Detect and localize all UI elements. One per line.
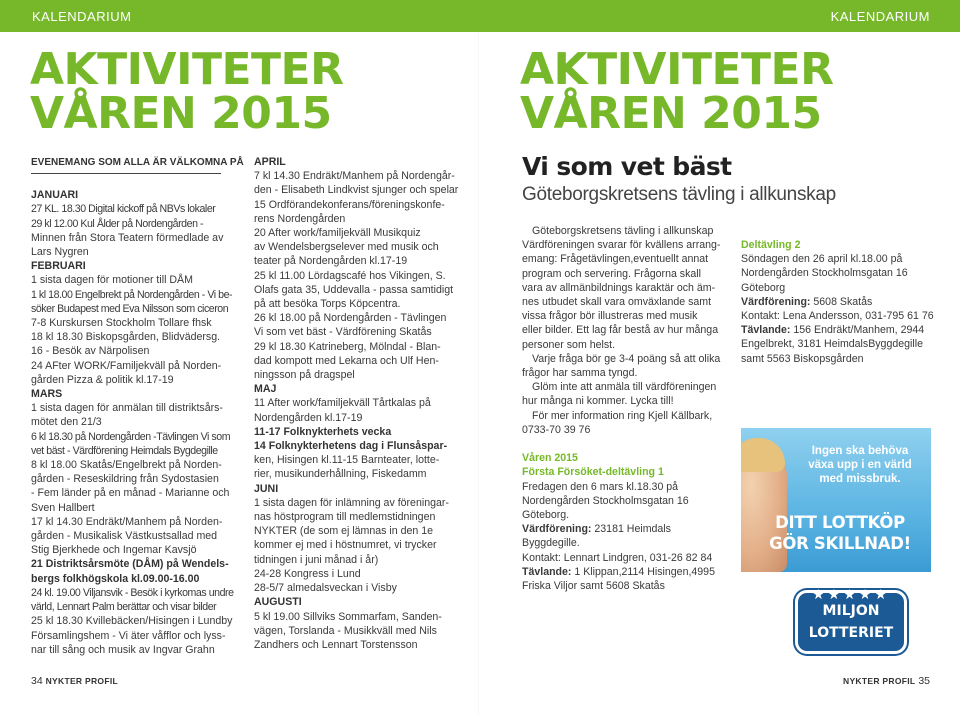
page-gutter — [478, 32, 479, 715]
text-line: 17 kl 14.30 Endräkt/Manhem på Norden- — [31, 515, 223, 528]
text-line: 15 Ordförandekonferans/föreningskonfe- — [254, 198, 445, 211]
text-line: Varje fråga bör ge 3-4 poäng så att olika — [532, 352, 721, 365]
month-heading: JANUARI — [31, 189, 79, 202]
page-number: 34 — [31, 675, 43, 687]
text-line: tidningen i juni månad i år) — [254, 553, 379, 566]
logo-line-2: LOTTERIET — [808, 625, 894, 641]
text-line: dad kompott med Lekarna och Ulf Hen- — [254, 354, 439, 367]
text-line: 25 kl 18.30 Kvillebäcken/Hisingen i Lundby — [31, 615, 233, 628]
text-line: För mer information ring Kjell Källbark, — [532, 409, 713, 422]
text-line: vet bäst - Värdförening Heimdals Bygdegille — [31, 444, 218, 457]
text-line: Engelbrekt, 3181 HeimdalsByggdegille — [741, 338, 923, 351]
text-line: rier, musikunderhållning, Fiskedamm — [254, 468, 427, 481]
text-line: 29 kl 12.00 Kul Ålder på Nordengården - — [31, 217, 204, 230]
text-line: 8 kl 18.00 Skatås/Engelbrekt på Norden- — [31, 459, 222, 472]
month-heading: MARS — [31, 388, 63, 401]
text-line: Nordengården Stockholmsgatan 16 — [522, 494, 689, 507]
text-line: emang: Frågetävlingen,eventuellt annat — [522, 253, 709, 266]
text-line: 28-5/7 almedalsveckan i Visby — [254, 582, 397, 595]
text-line: - Fem länder på en månad - Marianne och — [31, 487, 230, 500]
text-line: vissa frågor bör illustreras med musik — [522, 310, 698, 323]
text-line: samt 5563 Biskopsgården — [741, 352, 864, 365]
advert-headline — [751, 512, 929, 554]
star-dots-icon: ★★★★★ — [812, 587, 890, 603]
text-line: 25 kl 11.00 Lördagscafé hos Vikingen, S. — [254, 269, 446, 282]
footer-left — [31, 675, 118, 687]
text-line: bergs folkhögskola kl.09.00-16.00 — [31, 572, 200, 585]
text-line: 1 sista dagen för motioner till DÅM — [31, 274, 193, 287]
month-heading: FEBRUARI — [31, 260, 86, 273]
text-line: rens Nordengården — [254, 212, 346, 225]
section-label-right: KALENDARIUM — [830, 9, 930, 24]
text-line: 27 KL. 18.30 Digital kickoff på NBVs lokaler — [31, 203, 216, 216]
text-line — [522, 437, 722, 451]
text-line: Kontakt: Lennart Lindgren, 031-26 82 84 — [522, 551, 713, 564]
text-line: 18 kl 18.30 Biskopsgården, Blidvädersg. — [31, 331, 221, 344]
text-line: Friska Viljor samt 5608 Skatås — [522, 580, 665, 593]
text-line: 21 Distriktsårsmöte (DÅM) på Wendels- — [31, 558, 229, 571]
text-line: 24 kl. 19.00 Viljansvik - Besök i kyrkomas undre — [31, 586, 234, 599]
text-line: nas höstprogram till medlemstidningen — [254, 511, 436, 524]
text-line — [741, 295, 941, 309]
text-line: 6 kl 18.30 på Nordengården -Tävlingen Vi som — [31, 430, 231, 443]
text-line: 1 sista dagen för inlämning av föreningar- — [254, 496, 449, 509]
text-line: Glöm inte att anmäla till värdföreningen — [532, 381, 717, 394]
text-line: Göteborg — [741, 281, 786, 294]
text-line: program och servering. Frågorna skall — [522, 267, 701, 280]
title-line-2: VÅREN 2015 — [520, 88, 822, 139]
page-title-right — [520, 44, 834, 139]
field-value: 5608 Skatås — [810, 295, 873, 308]
text-line: Stig Bjerkhede och Ingemar Kavsjö — [31, 544, 197, 557]
lotto-advert — [741, 428, 931, 572]
text-line: vägen, Torslanda - Musikkväll med Nils — [254, 624, 437, 637]
field-label: Tävlande: — [741, 324, 791, 337]
text-line: gården - Musikalisk Västkustsallad med — [31, 530, 218, 543]
text-line: Göteborgskretsens tävling i allkunskap — [532, 225, 714, 237]
text-line: 20 After work/familjekväll Musikquiz — [254, 227, 421, 240]
text-line — [741, 323, 941, 337]
miljonlotteriet-logo — [795, 587, 907, 654]
text-line — [522, 565, 722, 579]
top-bar — [0, 0, 960, 32]
text-line: 1 kl 18.00 Engelbrekt på Nordengården - Vi be- — [31, 288, 233, 301]
advert-headline-line: DITT LOTTKÖP — [775, 513, 905, 532]
text-line: Vi som vet bäst - Värdförening Skatås — [254, 326, 432, 339]
text-line: Söndagen den 26 april kl.18.00 på — [741, 253, 903, 266]
text-line: Första Försöket-deltävling 1 — [522, 466, 664, 479]
advert-slogan — [795, 444, 925, 486]
text-line: 24-28 Kongress i Lund — [254, 567, 361, 580]
title-line-1: AKTIVITETER — [520, 44, 834, 95]
month-heading: AUGUSTI — [254, 596, 302, 609]
text-line: NYKTER (de som ej lämnas in den 1e — [254, 525, 433, 538]
quiz-heading: Vi som vet bäst — [522, 152, 732, 181]
text-line: teater på Nordengården kl.17-19 — [254, 255, 408, 268]
text-line: 1 sista dagen för anmälan till distriktsårs- — [31, 402, 223, 415]
text-line: gården Pizza & politik kl.17-19 — [31, 373, 174, 386]
text-line: frågor har samma tyngd. — [522, 367, 638, 380]
text-line: 0733-70 39 76 — [522, 423, 591, 436]
text-line: 7 kl 14.30 Endräkt/Manhem på Nordengår- — [254, 170, 455, 183]
quiz-column-1 — [522, 224, 722, 593]
text-line: hur många ni kommer. Lycka till! — [522, 395, 674, 408]
text-line: ken, Hisingen kl.11-15 Barnteater, lotte- — [254, 454, 440, 467]
advert-headline-line: GÖR SKILLNAD! — [769, 534, 911, 553]
text-line: Fredagen den 6 mars kl.18.30 på — [522, 480, 679, 493]
section-label-left: KALENDARIUM — [32, 9, 132, 24]
month-heading: JUNI — [254, 482, 279, 495]
text-line: nes utbudet skall vara omväxlande samt — [522, 296, 712, 309]
text-line: gården - Reseskildring från Sydostasien — [31, 473, 219, 486]
text-line: Olafs gata 35, Uddevalla - passa samtidigt — [254, 283, 454, 296]
text-line: mötet den 21/3 — [31, 416, 102, 429]
title-line-1: AKTIVITETER — [30, 44, 344, 95]
text-line: Byggdegille. — [522, 537, 580, 550]
text-line: 26 kl 18.00 på Nordengården - Tävlingen — [254, 312, 447, 325]
title-line-2: VÅREN 2015 — [30, 88, 332, 139]
advert-slogan-line: med missbruk. — [819, 473, 901, 485]
text-line: 29 kl 18.30 Katrineberg, Mölndal - Blan- — [254, 340, 441, 353]
logo-line-1: MILJON — [822, 603, 880, 619]
text-line: kommer ej med i höstnumret, vi trycker — [254, 539, 437, 552]
text-line: vara av allmänbildnings karaktär och äm- — [522, 281, 716, 294]
field-label: Värdförening: — [522, 523, 592, 536]
magazine-name: NYKTER PROFIL — [843, 676, 916, 686]
calendar-column-1 — [31, 155, 244, 657]
text-line: Zandhers och Lennart Torstensson — [254, 638, 418, 651]
text-line: söker Budapest med Eva Nilsson som ciceron — [31, 302, 229, 315]
logo-badge — [795, 587, 907, 654]
quiz-column-2 — [741, 238, 941, 366]
text-line: 16 - Besök av Närpolisen — [31, 345, 150, 358]
text-line — [522, 522, 722, 536]
text-line: 11 After work/familjekväll Tårtkalas på — [254, 397, 431, 410]
advert-slogan-line: Ingen ska behöva — [811, 445, 909, 457]
text-line: ningsson på dragspel — [254, 369, 355, 382]
text-line: Minnen från Stora Teatern förmedlade av — [31, 231, 224, 244]
month-heading: MAJ — [254, 383, 277, 396]
child-hair — [741, 438, 785, 472]
text-line: eller bilder. Ett lag får bestå av hur många — [522, 324, 719, 337]
page-title-left — [30, 44, 344, 139]
field-value: 156 Endräkt/Manhem, 2944 — [790, 324, 925, 337]
text-line: 14 Folknykterhetens dag i Flunsåspar- — [254, 440, 448, 453]
text-line: Nordengården kl.17-19 — [254, 411, 363, 424]
text-line: Våren 2015 — [522, 452, 578, 465]
month-heading: APRIL — [254, 156, 286, 168]
text-line: Kontakt: Lena Andersson, 031-795 61 76 — [741, 310, 934, 323]
text-line: nar till sång och musik av Ingvar Grahn — [31, 643, 215, 656]
field-value: 1 Klippan,2114 Hisingen,4995 — [571, 565, 715, 578]
text-line: Sven Hallbert — [31, 501, 95, 514]
text-line: värld, Lennart Palm berättar och visar bilder — [31, 601, 217, 614]
events-heading: EVENEMANG SOM ALLA ÄR VÄLKOMNA PÅ — [31, 156, 221, 174]
text-line: Lars Nygren — [31, 246, 89, 259]
text-line: av Wendelsbergselever med musik och — [254, 241, 439, 254]
field-label: Tävlande: — [522, 565, 572, 578]
footer-right — [843, 675, 930, 687]
text-line: 7-8 Kurskursen Stockholm Tollare fhsk — [31, 317, 212, 330]
text-line: Församlingshem - Vi äter våfflor och lyss- — [31, 629, 226, 642]
text-line: Deltävling 2 — [741, 239, 801, 251]
field-value: 23181 Heimdals — [591, 523, 671, 536]
magazine-name: NYKTER PROFIL — [45, 676, 118, 686]
text-line: Värdföreningen svarar för kvällens arrang- — [522, 239, 721, 252]
text-line: den - Elisabeth Lindkvist sjunger och spelar — [254, 184, 459, 197]
text-line: personer som helst. — [522, 338, 616, 351]
text-line: 5 kl 19.00 Sillviks Sommarfam, Sanden- — [254, 610, 442, 623]
page-number: 35 — [918, 675, 930, 687]
advert-slogan-line: växa upp i en värld — [808, 459, 912, 471]
text-line: på att besöka Torps Köpcentra. — [254, 298, 401, 311]
text-line: 11-17 Folknykterhets vecka — [254, 425, 392, 438]
text-line: 24 AFter WORK/Familjekväll på Norden- — [31, 359, 222, 372]
calendar-column-2 — [254, 155, 459, 652]
field-label: Värdförening: — [741, 295, 811, 308]
quiz-subheading: Göteborgskretsens tävling i allkunskap — [522, 184, 836, 205]
text-line: Göteborg. — [522, 509, 570, 522]
text-line: Nordengården Stockholmsgatan 16 — [741, 267, 908, 280]
